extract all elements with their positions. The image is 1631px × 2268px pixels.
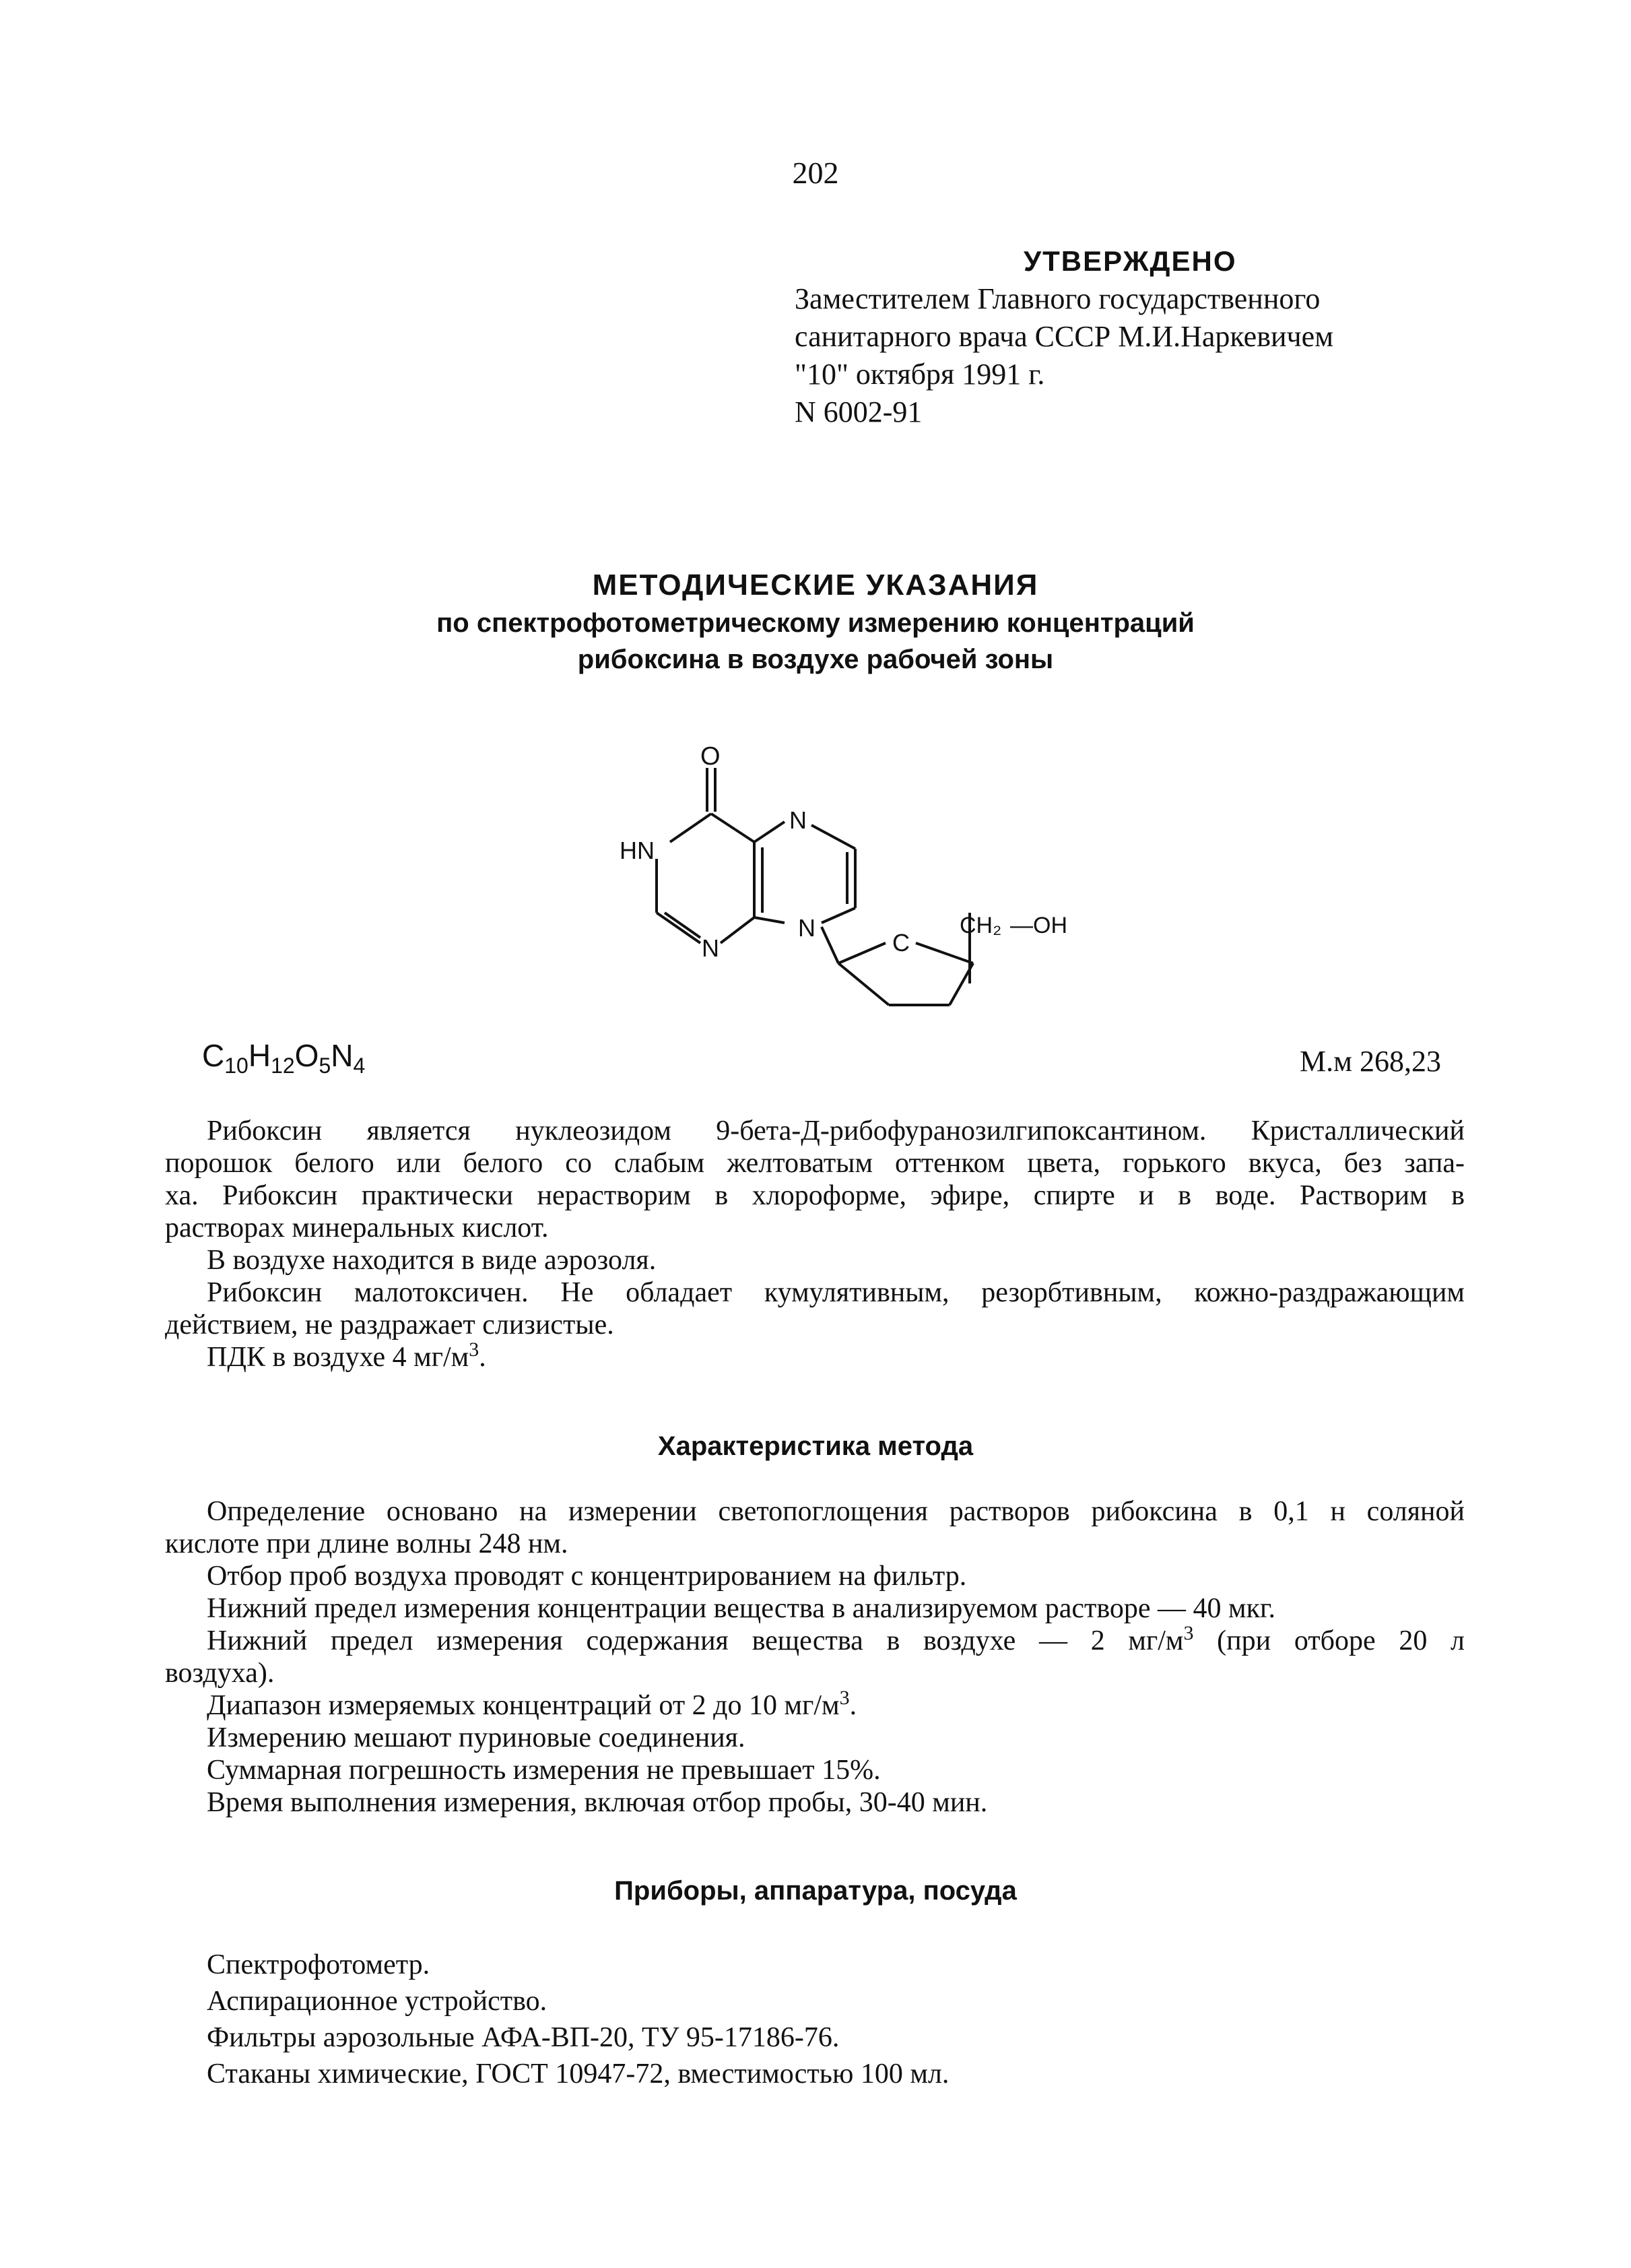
- approval-line: "10" октября 1991 г.: [795, 358, 1045, 391]
- text-span: (при отборе 20 л: [1193, 1625, 1465, 1656]
- atom-n-bottom: N: [702, 934, 719, 962]
- equipment-list: [165, 1947, 1465, 2092]
- superscript: 3: [839, 1687, 850, 1709]
- formula-element: H: [248, 1038, 271, 1073]
- approval-line: N 6002-91: [795, 395, 923, 428]
- group-oh: —OH: [1010, 913, 1067, 938]
- description-paragraph: [165, 1115, 1465, 1373]
- text-line: [165, 1689, 1465, 1722]
- atom-n-top: N: [789, 806, 807, 834]
- approval-title: УТВЕРЖДЕНО: [1024, 245, 1237, 277]
- text-line: Нижний предел измерения концентрации вещества в анализируемом растворе — 40 мкг.: [207, 1593, 1275, 1624]
- title-line: рибоксина в воздухе рабочей зоны: [577, 645, 1054, 674]
- structural-formula: [620, 741, 1104, 1031]
- text-line: ха. Рибоксин практически нерастворим в хлороформе, эфире, спирте и в воде. Растворим в: [165, 1180, 1465, 1211]
- page-number: 202: [792, 156, 839, 190]
- atom-carbon: C: [892, 929, 910, 957]
- text-span: Нижний предел измерения содержания вещества в воздухе — 2 мг/м: [207, 1625, 1184, 1656]
- approval-line: Заместителем Главного государственного: [795, 282, 1321, 315]
- formula-count: 5: [319, 1054, 331, 1078]
- title-line: по спектрофотометрическому измерению концентраций: [436, 608, 1195, 638]
- text-line: Определение основано на измерении светопоглощения растворов рибоксина в 0,1 н соляной: [207, 1496, 1465, 1527]
- text-line: Суммарная погрешность измерения не превышает 15%.: [207, 1755, 881, 1786]
- approval-line: санитарного врача СССР М.И.Наркевичем: [795, 320, 1334, 353]
- method-paragraph: [165, 1495, 1465, 1819]
- text-line: растворах минеральных кислот.: [165, 1212, 549, 1243]
- atom-oxygen: O: [700, 742, 721, 771]
- text-line: Измерению мешают пуриновые соединения.: [207, 1722, 745, 1753]
- pdk-line: [165, 1338, 1465, 1373]
- text-line: порошок белого или белого со слабым желтоватым оттенком цвета, горького вкуса, без запа-: [165, 1148, 1465, 1179]
- section-heading-equipment: Приборы, аппаратура, посуда: [614, 1876, 1017, 1906]
- text-line: Рибоксин малотоксичен. Не обладает кумулятивным, резорбтивным, кожно-раздражающим: [207, 1277, 1465, 1308]
- formula-element: O: [294, 1038, 319, 1073]
- text-line: В воздухе находится в виде аэрозоля.: [207, 1245, 657, 1276]
- list-item: Стаканы химические, ГОСТ 10947-72, вместимостью 100 мл.: [207, 2059, 950, 2089]
- list-item: Аспирационное устройство.: [207, 1986, 547, 2017]
- text-line: Рибоксин является нуклеозидом 9-бета-Д-рибофуранозилгипоксантином. Кристаллический: [207, 1115, 1465, 1146]
- formula-count: 4: [353, 1054, 366, 1078]
- atom-n-ring: N: [798, 914, 816, 942]
- text-span: .: [849, 1690, 857, 1721]
- formula-count: 10: [224, 1054, 248, 1078]
- text-line: Время выполнения измерения, включая отбор пробы, 30-40 мин.: [207, 1787, 988, 1818]
- formula-count: 12: [271, 1054, 295, 1078]
- pdk-end: .: [479, 1342, 486, 1373]
- title-line: МЕТОДИЧЕСКИЕ УКАЗАНИЯ: [592, 569, 1039, 602]
- formula-element: C: [202, 1038, 225, 1073]
- text-line: действием, не раздражает слизистые.: [165, 1309, 614, 1340]
- section-heading-method: Характеристика метода: [657, 1431, 974, 1461]
- text-line: воздуха).: [165, 1658, 275, 1689]
- document-title: [0, 566, 1631, 678]
- molecular-mass: М.м 268,23: [1300, 1045, 1441, 1078]
- list-item: Фильтры аэрозольные АФА-ВП-20, ТУ 95-17186-76.: [207, 2022, 840, 2053]
- group-ch2: CH₂: [960, 913, 1002, 938]
- approval-block: [795, 242, 1333, 431]
- superscript: 3: [469, 1338, 479, 1361]
- text-line: кислоте при длине волны 248 нм.: [165, 1528, 568, 1559]
- list-item: Спектрофотометр.: [207, 1949, 430, 1980]
- atom-hn: HN: [620, 837, 655, 864]
- pdk-text: ПДК в воздухе 4 мг/м: [207, 1342, 469, 1373]
- text-span: Диапазон измеряемых концентраций от 2 до 10 мг/м: [207, 1690, 840, 1721]
- text-line: Отбор проб воздуха проводят с концентрированием на фильтр.: [207, 1561, 967, 1592]
- text-line: [165, 1622, 1465, 1657]
- molecular-formula: [202, 1037, 365, 1078]
- superscript: 3: [1183, 1622, 1194, 1644]
- bond-lines: [657, 768, 973, 1005]
- formula-element: N: [331, 1038, 354, 1073]
